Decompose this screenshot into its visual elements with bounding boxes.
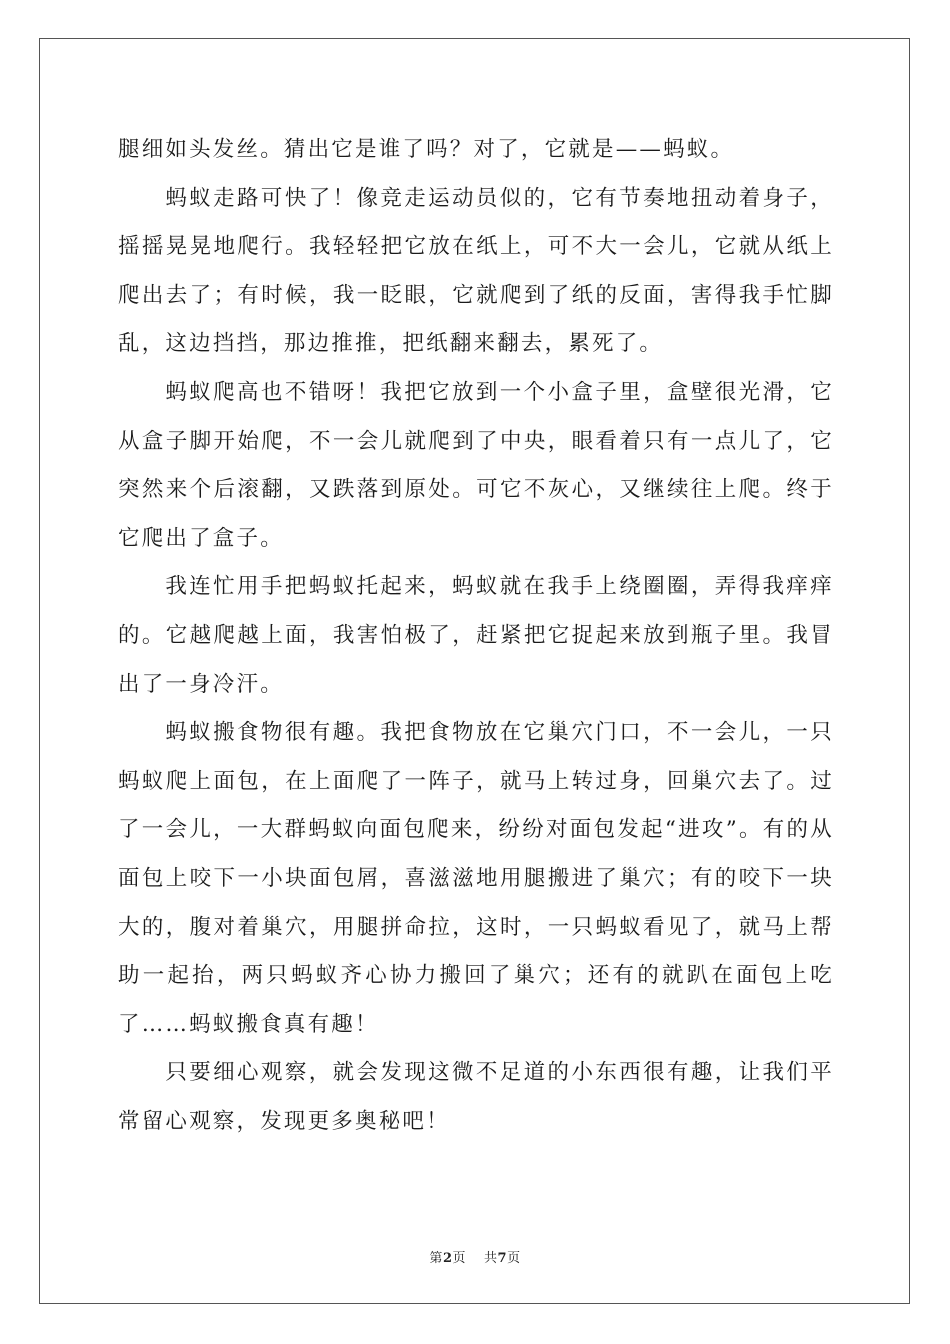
total-label-prefix: 共: [484, 1251, 498, 1266]
paragraph-5: 蚂蚁搬食物很有趣。我把食物放在它巢穴门口，不一会儿，一只蚂蚁爬上面包，在上面爬了一阵子，就马上转过身，回巢穴去了。过了一会儿，一大群蚂蚁向面包爬来，纷纷对面包发起“进攻”。有的从面包上咬下一小块面包屑，喜滋滋地用腿搬进了巢穴；有的咬下一块大的，腹对着巢穴，用腿拼命拉，这时，一只蚂蚁看见了，就马上帮助一起抬，两只蚂蚁齐心协力搬回了巢穴；还有的就趴在面包上吃了……蚂蚁搬食真有趣！: [118, 720, 834, 1037]
total-label-suffix: 页: [507, 1251, 521, 1266]
paragraph-3: 蚂蚁爬高也不错呀！我把它放到一个小盒子里，盒壁很光滑，它从盒子脚开始爬，不一会儿就爬到了中央，眼看着只有一点儿了，它突然来个后滚翻，又跌落到原处。可它不灰心，又继续往上爬。终于它爬出了盒子。: [118, 379, 834, 551]
total-page-number: 7: [497, 1251, 508, 1266]
paragraph-6: 只要细心观察，就会发现这微不足道的小东西很有趣，让我们平常留心观察，发现更多奥秘吧！: [118, 1060, 834, 1134]
document-body: [118, 126, 834, 1146]
current-page-number: 2: [442, 1251, 453, 1266]
paragraph-2: 蚂蚁走路可快了！像竞走运动员似的，它有节奏地扭动着身子，摇摇晃晃地爬行。我轻轻把它放在纸上，可不大一会儿，它就从纸上爬出去了；有时候，我一眨眼，它就爬到了纸的反面，害得我手忙脚乱，这边挡挡，那边推推，把纸翻来翻去，累死了。: [118, 185, 834, 357]
paragraph-1: 腿细如头发丝。猜出它是谁了吗？对了，它就是——蚂蚁。: [118, 137, 735, 162]
page-label-suffix: 页: [452, 1251, 466, 1266]
page-footer: [0, 1247, 950, 1266]
page-label-prefix: 第: [429, 1251, 443, 1266]
paragraph-4: 我连忙用手把蚂蚁托起来，蚂蚁就在我手上绕圈圈，弄得我痒痒的。它越爬越上面，我害怕极了，赶紧把它捉起来放到瓶子里。我冒出了一身冷汗。: [118, 574, 834, 697]
